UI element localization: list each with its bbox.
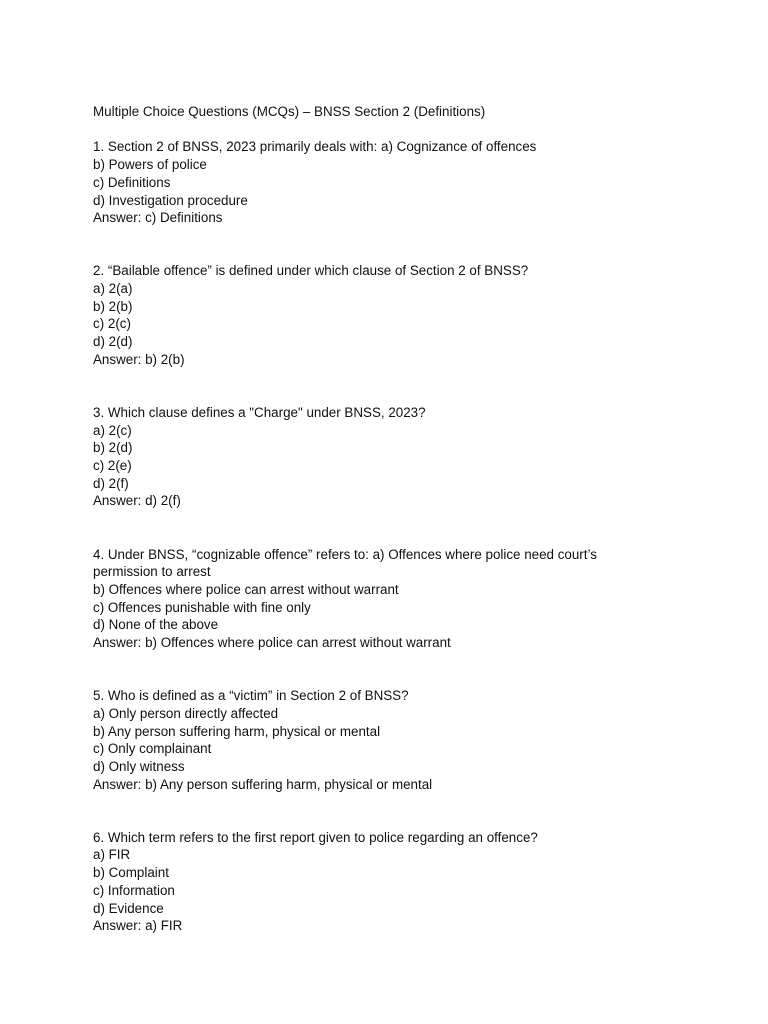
question-option: b) Offences where police can arrest without warrant (93, 581, 399, 597)
question-option: d) Evidence (93, 900, 164, 916)
question-option: a) Only person directly affected (93, 705, 279, 721)
question-stem: 6. Which term refers to the first report given to police regarding an offence? (93, 829, 538, 845)
question-block-6 (93, 829, 653, 935)
question-option: c) Definitions (93, 174, 171, 190)
question-option: a) 2(a) (93, 281, 133, 296)
question-option: b) 2(b) (93, 298, 133, 314)
question-option: d) Investigation procedure (93, 192, 248, 208)
question-stem: 1. Section 2 of BNSS, 2023 primarily deals with: a) Cognizance of offences (93, 139, 537, 155)
question-option: b) Any person suffering harm, physical or mental (93, 723, 381, 739)
question-option: b) 2(d) (93, 440, 133, 456)
question-stem: 2. “Bailable offence” is defined under which clause of Section 2 of BNSS? (93, 263, 529, 279)
question-answer: Answer: d) 2(f) (93, 493, 181, 509)
question-option: d) Only witness (93, 758, 185, 774)
question-answer: Answer: b) Any person suffering harm, physical or mental (93, 776, 433, 792)
question-block-3 (93, 404, 653, 510)
question-option: d) None of the above (93, 617, 219, 633)
question-option: b) Complaint (93, 865, 169, 881)
question-block-1 (93, 138, 653, 227)
question-stem: 4. Under BNSS, “cognizable offence” refers to: a) Offences where police need court’s permission to arrest (93, 546, 597, 580)
question-option: d) 2(f) (93, 475, 129, 491)
question-option: c) Offences punishable with fine only (93, 599, 311, 615)
question-block-5 (93, 687, 653, 793)
question-stem: 5. Who is defined as a “victim” in Section 2 of BNSS? (93, 688, 409, 704)
question-answer: Answer: a) FIR (93, 918, 183, 934)
question-option: c) 2(c) (93, 316, 131, 332)
question-option: c) 2(e) (93, 458, 132, 474)
question-stem: 3. Which clause defines a "Charge" under BNSS, 2023? (93, 404, 426, 420)
question-option: b) Powers of police (93, 157, 207, 173)
question-answer: Answer: b) Offences where police can arrest without warrant (93, 635, 451, 651)
document-content (93, 103, 653, 970)
question-option: c) Only complainant (93, 741, 212, 757)
question-option: a) 2(c) (93, 422, 132, 438)
question-block-2 (93, 262, 653, 368)
question-option: a) FIR (93, 847, 131, 863)
question-block-4 (93, 546, 653, 652)
question-answer: Answer: b) 2(b) (93, 351, 185, 367)
question-option: c) Information (93, 882, 175, 898)
question-option: d) 2(d) (93, 334, 133, 350)
document-title: Multiple Choice Questions (MCQs) – BNSS Section 2 (Definitions) (93, 104, 486, 119)
question-answer: Answer: c) Definitions (93, 210, 223, 226)
